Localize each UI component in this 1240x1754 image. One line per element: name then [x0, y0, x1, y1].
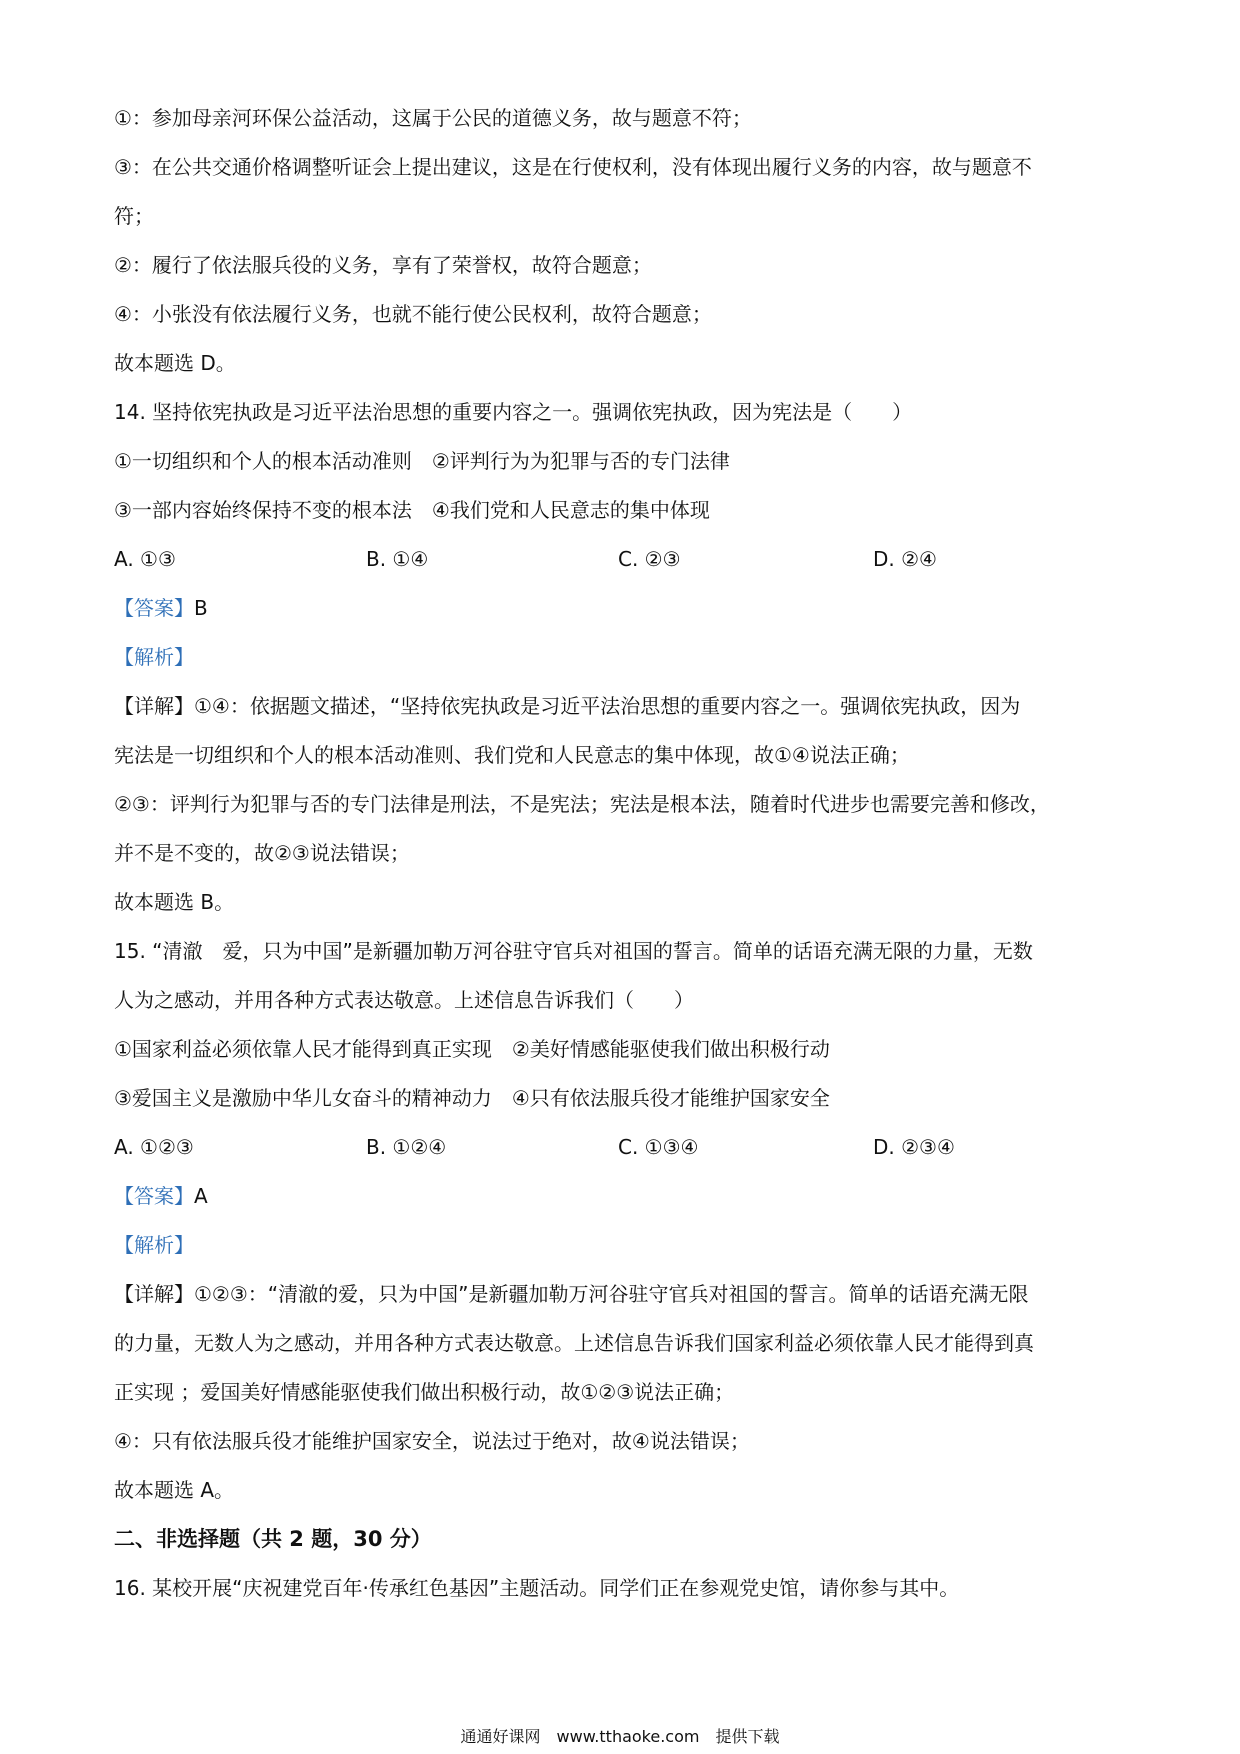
question-14-analysis-tag: 【解析】 [114, 645, 194, 669]
detail-text: ①④：依据题文描述，“坚持依宪执政是习近平法治思想的重要内容之一。强调依宪执政，因为 [194, 694, 1021, 718]
question-14-option-c: C. ②③ [618, 547, 681, 571]
answer-value: B [194, 596, 208, 620]
analysis-conclusion: 故本题选 D。 [114, 351, 236, 375]
detail-tag: 【详解】 [114, 694, 194, 718]
question-14-stem: 14. 坚持依宪执政是习近平法治思想的重要内容之一。强调依宪执政，因为宪法是（ ） [114, 400, 913, 424]
section-title: 二、非选择题（共 2 题，30 分） [114, 1527, 432, 1551]
question-15-detail [114, 1280, 1134, 1308]
detail-tag: 【详解】 [114, 1282, 194, 1306]
analysis-line: ④：小张没有依法履行义务，也就不能行使公民权利，故符合题意； [114, 302, 712, 326]
question-14-detail-line: ②③：评判行为犯罪与否的专门法律是刑法，不是宪法；宪法是根本法，随着时代进步也需要完善和修改， [114, 792, 1050, 816]
question-14-item: ③一部内容始终保持不变的根本法 ④我们党和人民意志的集中体现 [114, 498, 710, 522]
question-15-analysis-tag: 【解析】 [114, 1233, 194, 1257]
question-14-option-b: B. ①④ [366, 547, 429, 571]
question-15-stem: 15. “清澈 爱，只为中国”是新疆加勒万河谷驻守官兵对祖国的誓言。简单的话语充满无限的力量，无数 [114, 939, 1033, 963]
question-14-option-d: D. ②④ [873, 547, 937, 571]
question-15-stem: 人为之感动，并用各种方式表达敬意。上述信息告诉我们（ ） [114, 988, 694, 1012]
question-14-detail-line: 并不是不变的，故②③说法错误； [114, 841, 410, 865]
question-14-item: ①一切组织和个人的根本活动准则 ②评判行为为犯罪与否的专门法律 [114, 449, 730, 473]
question-15-option-d: D. ②③④ [873, 1135, 955, 1159]
question-15-item: ①国家利益必须依靠人民才能得到真正实现 ②美好情感能驱使我们做出积极行动 [114, 1037, 830, 1061]
answer-value: A [194, 1184, 208, 1208]
question-14-detail-line: 宪法是一切组织和个人的根本活动准则、我们党和人民意志的集中体现，故①④说法正确； [114, 743, 910, 767]
question-14-answer [114, 594, 1134, 622]
analysis-line: ③：在公共交通价格调整听证会上提出建议，这是在行使权利，没有体现出履行义务的内容，故与题意不 [114, 155, 1032, 179]
question-15-detail-line: 的力量，无数人为之感动，并用各种方式表达敬意。上述信息告诉我们国家利益必须依靠人民才能得到真 [114, 1331, 1034, 1355]
question-16-stem: 16. 某校开展“庆祝建党百年·传承红色基因”主题活动。同学们正在参观党史馆，请你参与其中。 [114, 1576, 960, 1600]
question-15-conclusion: 故本题选 A。 [114, 1478, 235, 1502]
question-15-option-b: B. ①②④ [366, 1135, 447, 1159]
question-15-answer [114, 1182, 1134, 1210]
answer-tag: 【答案】 [114, 596, 194, 620]
analysis-line: 符； [114, 204, 154, 228]
question-14-conclusion: 故本题选 B。 [114, 890, 235, 914]
analysis-line: ①：参加母亲河环保公益活动，这属于公民的道德义务，故与题意不符； [114, 106, 752, 130]
question-15-item: ③爱国主义是激励中华儿女奋斗的精神动力 ④只有依法服兵役才能维护国家安全 [114, 1086, 830, 1110]
question-14-detail [114, 692, 1134, 720]
answer-tag: 【答案】 [114, 1184, 194, 1208]
page-footer: 通通好课网 www.tthaoke.com 提供下载 [460, 1727, 780, 1746]
question-15-option-a: A. ①②③ [114, 1135, 194, 1159]
detail-text: ①②③：“清澈的爱，只为中国”是新疆加勒万河谷驻守官兵对祖国的誓言。简单的话语充满无限 [194, 1282, 1029, 1306]
question-15-detail-line: ④：只有依法服兵役才能维护国家安全，说法过于绝对，故④说法错误； [114, 1429, 750, 1453]
question-15-option-c: C. ①③④ [618, 1135, 699, 1159]
question-14-option-a: A. ①③ [114, 547, 176, 571]
analysis-line: ②：履行了依法服兵役的义务，享有了荣誉权，故符合题意； [114, 253, 652, 277]
question-15-detail-line: 正实现 ；爱国美好情感能驱使我们做出积极行动，故①②③说法正确； [114, 1380, 735, 1404]
